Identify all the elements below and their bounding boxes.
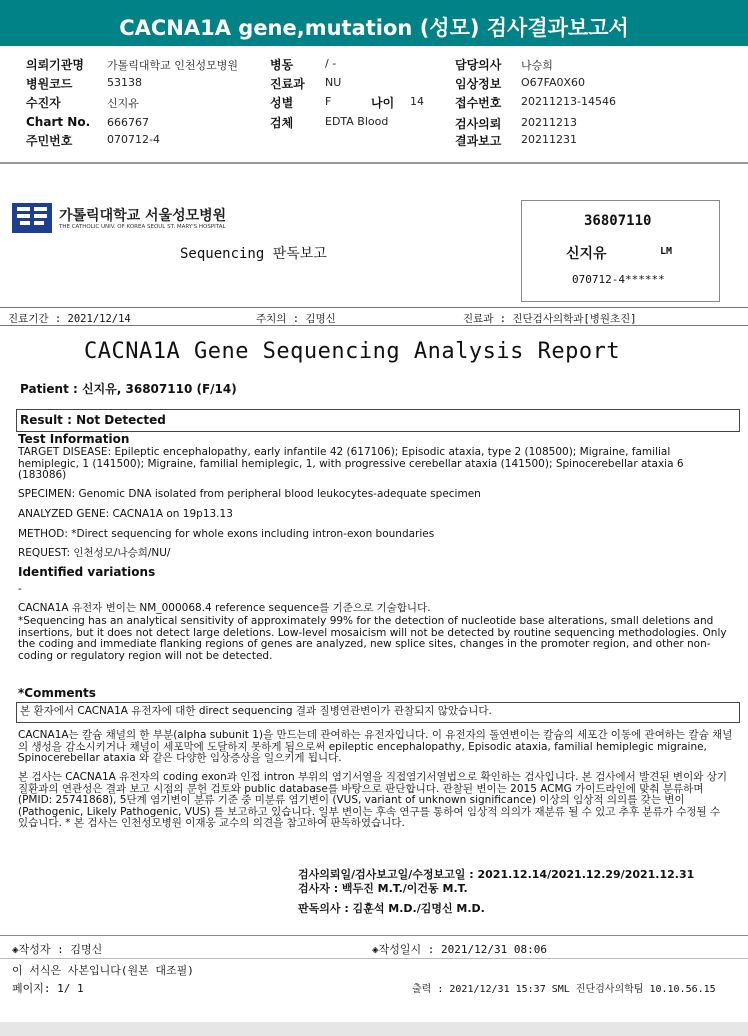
sensitivity-note: *Sequencing has an analytical sensitivity of approximately 99% for the detection of nucleotide base alterations, small deletions and insertions, but it does not detect large deletions. Low-level mosaicism will not be detected by routine sequencing methodologies. Only the coding and immediate flanking regions of genes are analyzed, new splice sites, changes in the promoter region, and other non-coding or regulatory region will not be detected. — [18, 615, 727, 662]
header-label: 결과보고 — [455, 134, 502, 148]
patient-number: 36807110 — [584, 213, 652, 229]
header-label: 나이 — [371, 96, 395, 110]
page-number: 페이지: 1/ 1 — [12, 982, 84, 995]
header-label: 검체 — [270, 116, 294, 130]
report-title: CACNA1A gene,mutation (성모) 검사결과보고서 — [119, 16, 629, 40]
header-label: 의뢰기관명 — [26, 58, 84, 72]
comment-paragraph-2: 본 검사는 CACNA1A 유전자의 coding exon과 인접 intron 부위의 염기서열을 직접염기서열법으로 확인하는 검사입니다. 본 검사에서 발견된 변이와 상기 질환과의 연관성은 결과 보고 시점의 문헌 검토와 public database를 바탕으로 판단합니다. 관찰된 변이는 2015 ACMG 가이드라인에 맞춰 분류하며 (PMID: 25741868), 5단계 염기변이 분류 기준 중 미분류 염기변이 (VUS, variant of unknown significance) 이상의 임상적 의의를 갖는 변이 (Pathogenic, Likely Pathogenic, VUS) 를 보고하고 있습니다. 일부 변이는 후속 연구를 통하여 임상적 의의가 재분류 될 수 있고 추후 분류가 수정될 수 있습니다. * 본 검사는 인천성모병원 이재웅 교수의 의견을 참고하여 판독하였습니다. — [18, 771, 727, 829]
analyzed-gene: ANALYZED GENE: CACNA1A on 19p13.13 — [18, 508, 233, 520]
request: REQUEST: 인천성모/나승희/NU/ — [18, 547, 171, 559]
patient-line: Patient : 신지유, 36807110 (F/14) — [20, 382, 237, 396]
header-value: / - — [325, 57, 337, 70]
main-title: CACNA1A Gene Sequencing Analysis Report — [84, 339, 621, 364]
header-label: 접수번호 — [455, 96, 502, 110]
patient-name: 신지유 — [566, 246, 607, 262]
header-value: 14 — [410, 95, 424, 108]
result-box — [16, 409, 740, 432]
hospital-logo-icon — [12, 203, 52, 233]
hospital-name: 가톨릭대학교 서울성모병원 — [59, 208, 227, 224]
written-time: ◈작성일시 : 2021/12/31 08:06 — [372, 943, 547, 956]
header-label: 담당의사 — [455, 58, 502, 72]
patient-id-box — [521, 200, 720, 302]
result-text: Result : Not Detected — [20, 413, 166, 427]
visit-doctor: 주치의 : 김명신 — [256, 313, 336, 325]
comment-paragraph-1: CACNA1A는 칼슘 채널의 한 부분(alpha subunit 1)을 만드는데 관여하는 유전자입니다. 이 유전자의 돌연변이는 칼슘의 세포간 이동에 관여하는 칼슘 채널의 생성을 감소시키거나 채널이 세포막에 도달하지 못하게 됨으로써 epileptic encephalopathy, Episodic ataxia, familial hemiplegic migraine, Spinocerebellar ataxia 와 같은 다양한 임상증상을 일으키게 됩니다. — [18, 729, 733, 764]
test-info-heading: Test Information — [18, 432, 130, 446]
footer-rule-2 — [0, 958, 748, 959]
header-value: O67FA0X60 — [521, 76, 586, 89]
header-value: 가톨릭대학교 인천성모병원 — [107, 59, 239, 72]
report-type: Sequencing 판독보고 — [180, 246, 327, 262]
header-value: F — [325, 95, 332, 108]
header-label: 검사의뢰 — [455, 117, 502, 131]
header-value: EDTA Blood — [325, 115, 389, 128]
reading-physicians: 판독의사 : 김훈석 M.D./김명신 M.D. — [298, 902, 485, 915]
header-value: 20211213-14546 — [521, 95, 616, 108]
header-value: 070712-4 — [107, 133, 160, 146]
report-dates: 검사의뢰일/검사보고일/수정보고일 : 2021.12.14/2021.12.29/2021.12.31 — [298, 868, 695, 881]
header-value: 나승희 — [521, 59, 553, 72]
visit-rule-bottom — [0, 325, 748, 326]
method: METHOD: *Direct sequencing for whole exons including intron-exon boundaries — [18, 528, 435, 540]
copy-notice: 이 서식은 사본입니다(원본 대조필) — [12, 964, 194, 977]
header-label: 임상정보 — [455, 77, 502, 91]
patient-rrn: 070712-4****** — [572, 273, 665, 286]
header-value: 신지유 — [107, 97, 139, 110]
comments-heading: *Comments — [18, 686, 96, 700]
variations-dash: - — [18, 583, 22, 595]
visit-date: 진료기간 : 2021/12/14 — [8, 313, 131, 325]
technicians: 검사자 : 백두진 M.T./이건동 M.T. — [298, 882, 468, 895]
variations-reference: CACNA1A 유전자 변이는 NM_000068.4 reference sequence를 기준으로 기술합니다. — [18, 602, 431, 614]
patient-code: LM — [660, 246, 673, 257]
header-label: 병동 — [270, 58, 294, 72]
header-label: Chart No. — [26, 115, 91, 129]
header-label: 수진자 — [26, 96, 61, 110]
header-label: 성별 — [270, 96, 294, 110]
header-label: 주민번호 — [26, 134, 73, 148]
header-value: 666767 — [107, 116, 149, 129]
visit-dept: 진료과 : 진단검사의학과[병원초진] — [463, 313, 637, 325]
print-info: 출력 : 2021/12/31 15:37 SML 진단검사의학팀 10.10.56.15 — [412, 984, 716, 995]
footer-rule — [0, 935, 748, 936]
variations-heading: Identified variations — [18, 565, 156, 579]
target-disease: TARGET DISEASE: Epileptic encephalopathy, early infantile 42 (617106); Episodic ataxia, type 2 (108500); Migraine, familial hemiplegic, 1 (141500); Migraine, familial hemiplegic, 1, with progressive cerebellar ataxia (141500); Spinocerebellar ataxia 6 (183086) — [18, 446, 684, 481]
header-divider — [0, 162, 748, 164]
header-value: 20211213 — [521, 116, 577, 129]
specimen: SPECIMEN: Genomic DNA isolated from peripheral blood leukocytes-adequate specimen — [18, 488, 481, 500]
comment-box — [16, 702, 740, 723]
visit-rule-top — [0, 307, 748, 308]
header-label: 병원코드 — [26, 77, 73, 91]
report-title-banner — [0, 0, 748, 46]
author: ◈작성자 : 김명신 — [12, 943, 103, 956]
header-label: 진료과 — [270, 77, 305, 91]
comment-summary: 본 환자에서 CACNA1A 유전자에 대한 direct sequencing 결과 질병연관변이가 관찰되지 않았습니다. — [20, 705, 492, 717]
header-value: 20211231 — [521, 133, 577, 146]
bottom-strip — [0, 1022, 748, 1036]
header-value: NU — [325, 76, 342, 89]
hospital-subtitle: THE CATHOLIC UNIV. OF KOREA SEOUL ST. MARY'S HOSPITAL — [59, 224, 226, 230]
header-value: 53138 — [107, 76, 142, 89]
